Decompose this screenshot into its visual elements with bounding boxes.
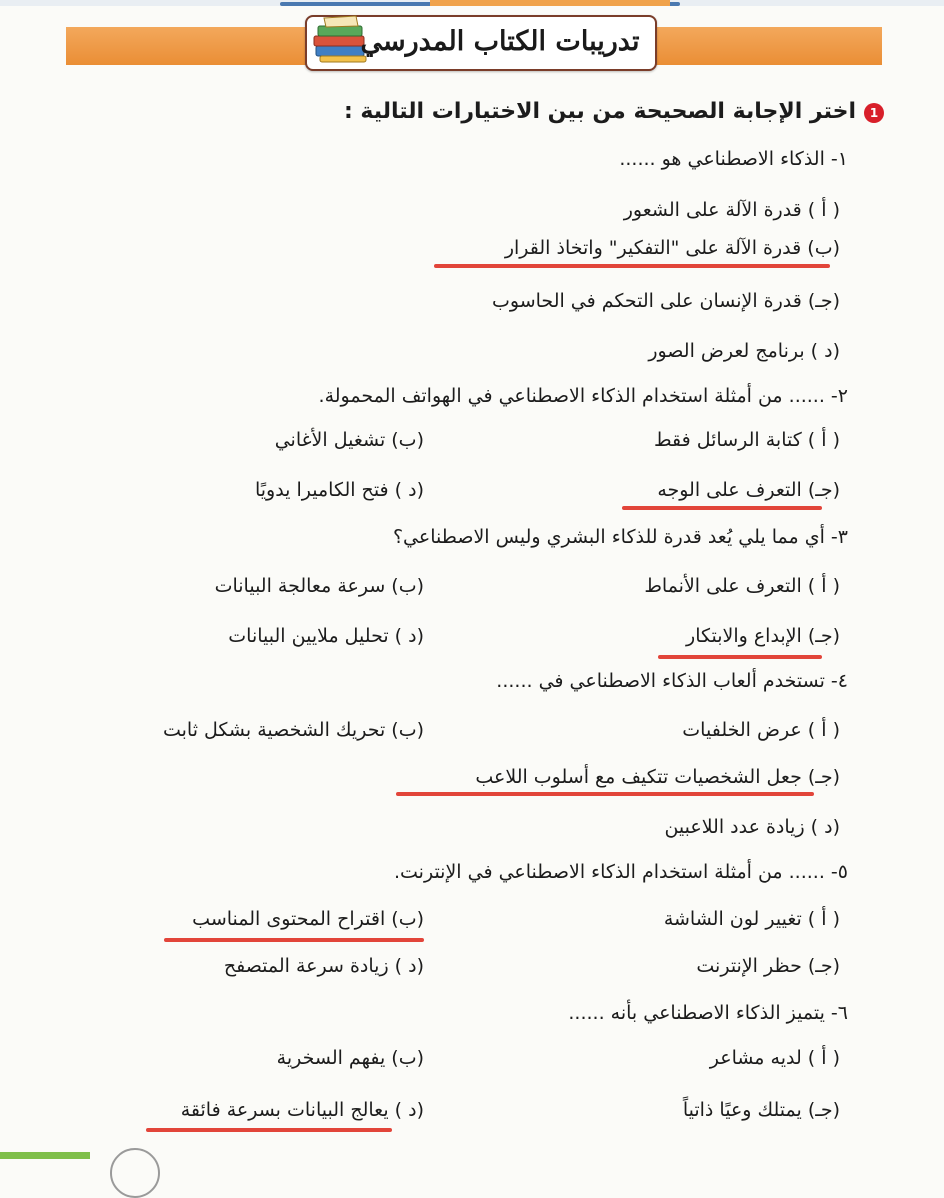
instruction-number-badge: 1: [864, 103, 884, 123]
q5-option-d: (د ) زيادة سرعة المتصفح: [223, 955, 424, 977]
instruction-heading: اختر الإجابة الصحيحة من بين الاختيارات التالية :: [343, 99, 856, 124]
q4-answer-underline: [396, 792, 814, 796]
question-5: ٥- ...... من أمثلة استخدام الذكاء الاصطناعي في الإنترنت.: [393, 861, 848, 883]
q3-option-b: (ب) سرعة معالجة البيانات: [214, 575, 424, 597]
q3-option-a: ( أ ) التعرف على الأنماط: [644, 575, 840, 597]
q2-option-c: (جـ) التعرف على الوجه: [657, 479, 840, 501]
q5-option-b: (ب) اقتراح المحتوى المناسب: [192, 908, 424, 930]
q2-option-b: (ب) تشغيل الأغاني: [274, 429, 424, 451]
question-4: ٤- تستخدم ألعاب الذكاء الاصطناعي في ......: [496, 670, 848, 692]
q3-option-c: (جـ) الإبداع والابتكار: [686, 625, 840, 647]
q4-option-c: (جـ) جعل الشخصيات تتكيف مع أسلوب اللاعب: [475, 766, 840, 788]
page-number-circle: [110, 1148, 160, 1198]
q6-option-d: (د ) يعالج البيانات بسرعة فائقة: [180, 1099, 424, 1121]
footer-bar: [0, 1152, 90, 1159]
q4-option-d: (د ) زيادة عدد اللاعبين: [664, 816, 840, 838]
q3-option-d: (د ) تحليل ملايين البيانات: [228, 625, 424, 647]
top-header-strip: [0, 0, 944, 16]
q2-option-a: ( أ ) كتابة الرسائل فقط: [653, 429, 840, 451]
question-6: ٦- يتميز الذكاء الاصطناعي بأنه ......: [568, 1002, 848, 1024]
q2-answer-underline: [622, 506, 822, 510]
page-title: تدريبات الكتاب المدرسي: [360, 26, 640, 57]
q4-option-a: ( أ ) عرض الخلفيات: [682, 719, 840, 741]
q1-option-d: (د ) برنامج لعرض الصور: [648, 340, 840, 362]
q1-option-a: ( أ ) قدرة الآلة على الشعور: [623, 199, 840, 221]
q6-option-b: (ب) يفهم السخرية: [276, 1047, 424, 1069]
q2-option-d: (د ) فتح الكاميرا يدويًا: [254, 479, 424, 501]
question-2: ٢- ...... من أمثلة استخدام الذكاء الاصطناعي في الهواتف المحمولة.: [318, 385, 848, 407]
q4-option-b: (ب) تحريك الشخصية بشكل ثابت: [162, 719, 424, 741]
q5-option-a: ( أ ) تغيير لون الشاشة: [663, 908, 840, 930]
q6-option-c: (جـ) يمتلك وعيًا ذاتياً: [682, 1099, 840, 1121]
q1-option-b: (ب) قدرة الآلة على "التفكير" واتخاذ القرار: [504, 237, 840, 259]
q5-option-c: (جـ) حظر الإنترنت: [696, 955, 840, 977]
q6-answer-underline: [146, 1128, 392, 1132]
q3-answer-underline: [658, 655, 822, 659]
question-1: ١- الذكاء الاصطناعي هو ......: [619, 148, 848, 170]
q5-answer-underline: [164, 938, 424, 942]
q1-option-c: (جـ) قدرة الإنسان على التحكم في الحاسوب: [492, 290, 840, 312]
question-3: ٣- أي مما يلي يُعد قدرة للذكاء البشري وليس الاصطناعي؟: [392, 526, 848, 548]
q1-answer-underline: [434, 264, 830, 268]
q6-option-a: ( أ ) لديه مشاعر: [709, 1047, 840, 1069]
